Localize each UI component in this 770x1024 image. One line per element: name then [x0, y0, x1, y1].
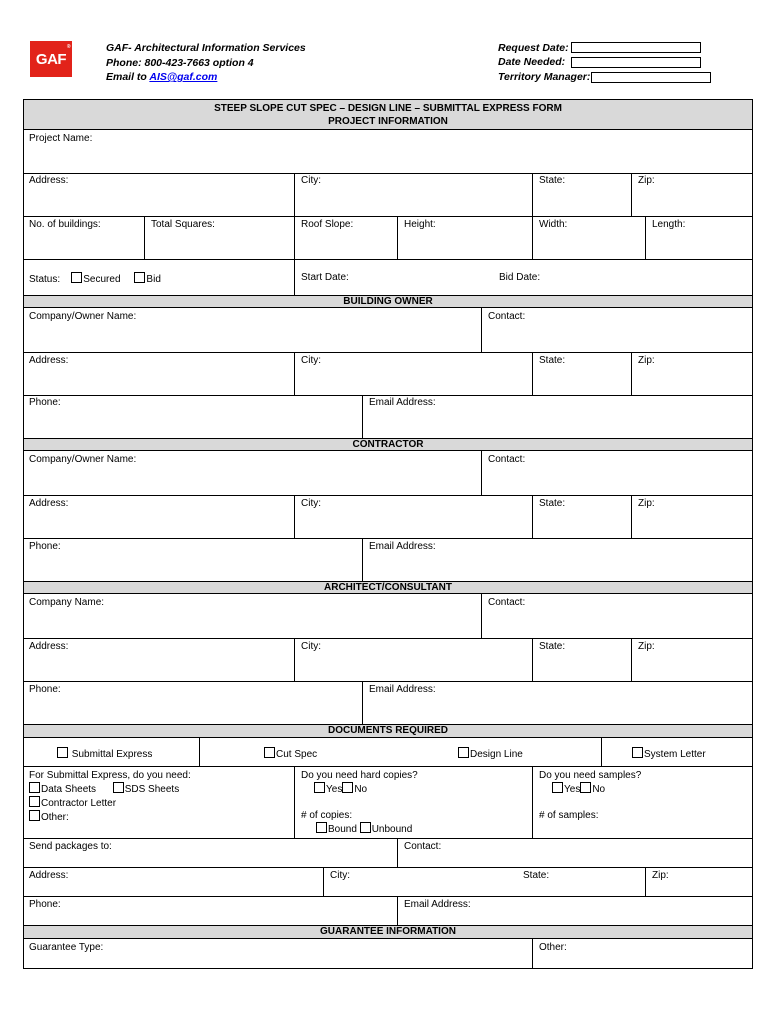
owner-address-label: Address:: [29, 355, 69, 366]
sds-sheets-checkbox[interactable]: [113, 782, 124, 793]
project-band: PROJECT INFORMATION: [328, 116, 448, 127]
send-city-label: City:: [330, 870, 350, 881]
building-owner-band: BUILDING OWNER: [24, 295, 752, 308]
trademark-icon: ®: [66, 44, 70, 50]
other-row: [29, 810, 191, 824]
secured-label: Secured: [83, 274, 121, 285]
form-title: STEEP SLOPE CUT SPEC – DESIGN LINE – SUBMITTAL EXPRESS FORM: [214, 103, 562, 114]
owner-company-label: Company/Owner Name:: [29, 311, 137, 322]
date-needed-input[interactable]: [571, 57, 701, 68]
contractor-letter-label: Contractor Letter: [41, 798, 117, 809]
gaf-logo: [30, 41, 72, 77]
email-link[interactable]: AIS@gaf.com: [149, 71, 218, 83]
status-label: Status:: [29, 274, 61, 285]
architect-state-label: State:: [539, 641, 566, 652]
contractor-phone-label: Phone:: [29, 541, 61, 552]
territory-manager-label: Territory Manager:: [498, 71, 591, 83]
owner-state-label: State:: [539, 355, 566, 366]
samples-yes-checkbox[interactable]: [552, 782, 563, 793]
owner-city-label: City:: [301, 355, 321, 366]
other-checkbox[interactable]: [29, 810, 40, 821]
other-label: Other:: [41, 812, 69, 823]
header-line-1: GAF- Architectural Information Services: [106, 42, 306, 54]
num-samples-label: # of samples:: [539, 810, 599, 821]
request-date-input[interactable]: [571, 42, 701, 53]
system-letter-checkbox[interactable]: [632, 747, 643, 758]
no-buildings-label: No. of buildings:: [29, 219, 101, 230]
unbound-label: Unbound: [371, 824, 413, 835]
system-letter-option: [632, 747, 706, 761]
submittal-needs-group: [29, 769, 191, 824]
system-letter-label: System Letter: [644, 749, 706, 760]
owner-phone-label: Phone:: [29, 397, 61, 408]
project-name-label: Project Name:: [29, 133, 93, 144]
secured-checkbox[interactable]: [71, 272, 82, 283]
bound-unbound-row: [301, 822, 418, 836]
samples-no-label: No: [592, 784, 606, 795]
design-line-label: Design Line: [470, 749, 523, 760]
length-label: Length:: [652, 219, 686, 230]
design-line-option: [458, 747, 523, 761]
sds-sheets-label: SDS Sheets: [124, 784, 180, 795]
date-needed-label: Date Needed:: [498, 56, 566, 68]
project-zip-label: Zip:: [638, 175, 655, 186]
architect-city-label: City:: [301, 641, 321, 652]
form-title-band: [24, 100, 752, 130]
architect-phone-label: Phone:: [29, 684, 61, 695]
samples-group: [539, 769, 641, 822]
num-copies-label: # of copies:: [301, 810, 353, 821]
bound-label: Bound: [328, 824, 357, 835]
architect-band: ARCHITECT/CONSULTANT: [24, 581, 752, 594]
send-phone-label: Phone:: [29, 899, 61, 910]
guarantee-band: GUARANTEE INFORMATION: [24, 925, 752, 939]
contractor-city-label: City:: [301, 498, 321, 509]
architect-address-label: Address:: [29, 641, 69, 652]
contractor-email-label: Email Address:: [369, 541, 436, 552]
contractor-zip-label: Zip:: [638, 498, 655, 509]
header-info: [106, 41, 306, 85]
contractor-company-label: Company/Owner Name:: [29, 454, 137, 465]
bid-checkbox[interactable]: [134, 272, 145, 283]
hard-copies-yes-label: Yes: [326, 784, 343, 795]
owner-email-label: Email Address:: [369, 397, 436, 408]
architect-contact-label: Contact:: [488, 597, 526, 608]
logo-text: GAF: [35, 50, 67, 68]
submittal-express-label: Submittal Express: [71, 749, 153, 760]
architect-company-label: Company Name:: [29, 597, 105, 608]
data-sheets-label: Data Sheets: [41, 784, 97, 795]
status-group: [29, 272, 161, 286]
send-contact-label: Contact:: [404, 841, 442, 852]
owner-contact-label: Contact:: [488, 311, 526, 322]
send-address-label: Address:: [29, 870, 69, 881]
submittal-needs-label: For Submittal Express, do you need:: [29, 770, 191, 781]
cut-spec-option: [264, 747, 317, 761]
request-date-label: Request Date:: [498, 42, 569, 54]
start-date-label: Start Date:: [301, 272, 349, 283]
email-prefix: Email to: [106, 71, 150, 83]
hard-copies-group: [301, 769, 418, 836]
architect-zip-label: Zip:: [638, 641, 655, 652]
territory-manager-input[interactable]: [591, 72, 711, 83]
samples-no-checkbox[interactable]: [580, 782, 591, 793]
send-email-label: Email Address:: [404, 899, 471, 910]
project-state-label: State:: [539, 175, 566, 186]
contractor-contact-label: Contact:: [488, 454, 526, 465]
contractor-state-label: State:: [539, 498, 566, 509]
cut-spec-label: Cut Spec: [276, 749, 318, 760]
submittal-express-checkbox[interactable]: [57, 747, 68, 758]
width-label: Width:: [539, 219, 568, 230]
hard-copies-yes-checkbox[interactable]: [314, 782, 325, 793]
architect-email-label: Email Address:: [369, 684, 436, 695]
send-state-label: State:: [523, 870, 550, 881]
hard-copies-no-label: No: [354, 784, 368, 795]
header-line-3: [106, 70, 306, 85]
bound-checkbox[interactable]: [316, 822, 327, 833]
bid-label: Bid: [146, 274, 161, 285]
samples-label: Do you need samples?: [539, 770, 642, 781]
project-address-label: Address:: [29, 175, 69, 186]
design-line-checkbox[interactable]: [458, 747, 469, 758]
hard-copies-label: Do you need hard copies?: [301, 770, 418, 781]
project-city-label: City:: [301, 175, 321, 186]
hard-copies-no-checkbox[interactable]: [342, 782, 353, 793]
samples-yes-no: [539, 782, 641, 796]
height-label: Height:: [404, 219, 436, 230]
samples-yes-label: Yes: [564, 784, 581, 795]
contractor-letter-row: [29, 796, 191, 810]
contractor-band: CONTRACTOR: [24, 438, 752, 451]
contractor-letter-checkbox[interactable]: [29, 796, 40, 807]
header-line-2: Phone: 800-423-7663 option 4: [106, 56, 254, 69]
send-packages-label: Send packages to:: [29, 841, 112, 852]
cut-spec-checkbox[interactable]: [264, 747, 275, 758]
send-zip-label: Zip:: [652, 870, 669, 881]
contractor-address-label: Address:: [29, 498, 69, 509]
submittal-form: [23, 99, 753, 969]
bid-date-label: Bid Date:: [499, 272, 541, 283]
hard-copies-yes-no: [301, 782, 418, 796]
unbound-checkbox[interactable]: [360, 822, 371, 833]
roof-slope-label: Roof Slope:: [301, 219, 354, 230]
guarantee-other-label: Other:: [539, 942, 567, 953]
data-sds-row: [29, 782, 191, 796]
total-squares-label: Total Squares:: [151, 219, 215, 230]
guarantee-type-label: Guarantee Type:: [29, 942, 104, 953]
documents-band: DOCUMENTS REQUIRED: [24, 724, 752, 738]
submittal-express-option: [57, 747, 152, 761]
owner-zip-label: Zip:: [638, 355, 655, 366]
data-sheets-checkbox[interactable]: [29, 782, 40, 793]
